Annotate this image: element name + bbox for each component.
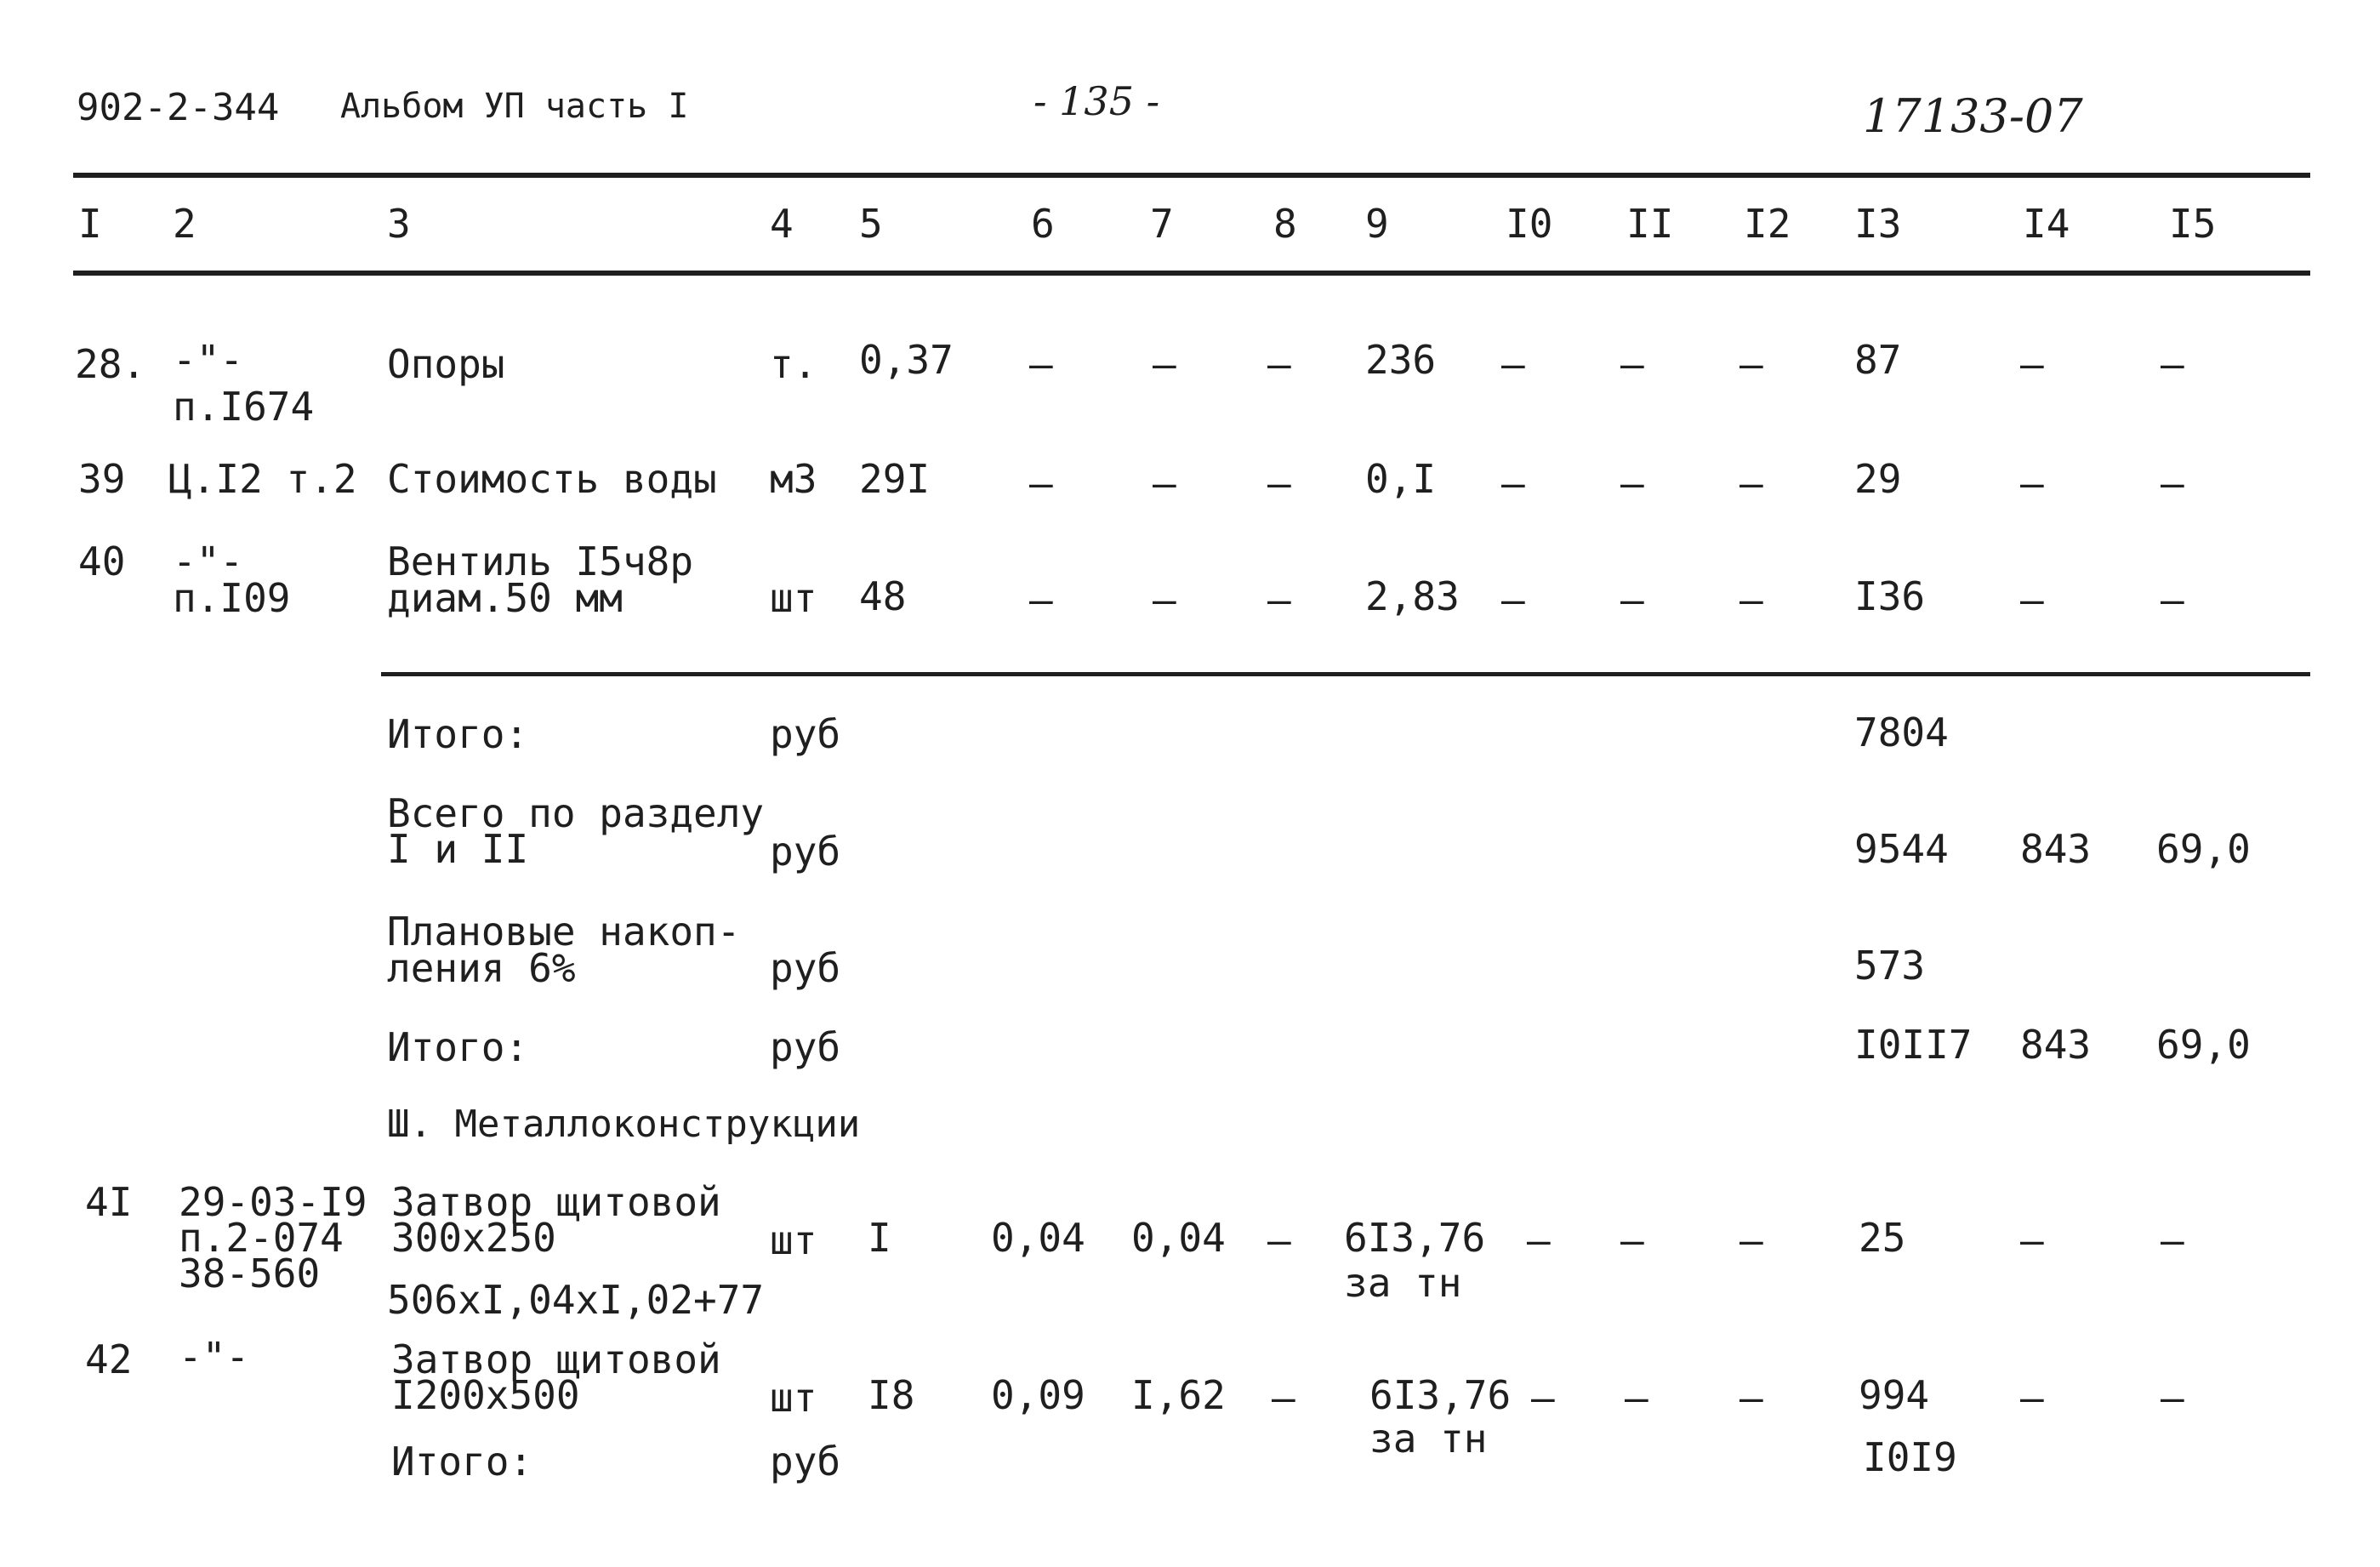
total-value: 7804 [1854,709,1949,755]
section-heading: Ш. Металлоконструкции [387,1103,861,1146]
cell-6: 0,04 [991,1215,1085,1261]
cell-6: – [1029,460,1053,506]
album-title: Альбом УП часть I [340,87,689,126]
cell-9: 0,I [1365,456,1437,502]
row-name: диам.50 мм [387,575,623,621]
row-ref: 29-03-I9 [179,1179,367,1225]
cell-10: – [1501,341,1525,387]
row-number: 4I [85,1179,133,1225]
cell-8: – [1267,577,1291,623]
row-ref: п.2-074 [179,1215,344,1261]
cell-10: – [1501,460,1525,506]
cell-7: – [1153,577,1176,623]
row-name: Вентиль I5ч8р [387,538,694,584]
section-total-unit: руб [770,829,841,875]
cell-15: – [2161,1217,2184,1263]
col-header-1: I [78,201,102,247]
col-header-10: I0 [1506,201,1553,247]
col-header-13: I3 [1854,201,1902,247]
cell-15: – [2161,577,2184,623]
cell-13: 994 [1859,1372,1930,1418]
row-number: 28. [75,341,146,387]
cell-11: – [1620,1217,1644,1263]
cell-7: – [1153,460,1176,506]
cell-13: 87 [1854,337,1902,383]
cell-11: – [1620,577,1644,623]
planned-value: 573 [1854,943,1926,989]
row-name: I200х500 [391,1372,580,1418]
cell-12: – [1739,577,1763,623]
row-unit: т. [770,341,817,387]
cell-11: – [1620,460,1644,506]
row-ref: -"- [173,538,244,584]
cell-9-note: за тн [1369,1416,1488,1462]
cell-14: – [2020,1375,2044,1421]
section-total-label: Всего по разделу [387,790,765,836]
total-label: Итого: [387,1024,529,1070]
planned-label: Плановые накоп- [387,909,741,954]
cell-11: – [1620,341,1644,387]
cell-12: – [1739,1375,1763,1421]
planned-unit: руб [770,945,841,991]
cell-12: – [1739,460,1763,506]
section-total-value: 9544 [1854,826,1949,872]
cell-13: 25 [1859,1215,1906,1261]
cell-12: – [1739,341,1763,387]
row-ref: 38-560 [179,1251,321,1296]
col-header-5: 5 [859,201,883,247]
row-ref: Ц.I2 т.2 [168,456,357,502]
cell-14: – [2020,341,2044,387]
cell-8: – [1272,1375,1295,1421]
total-label: Итого: [387,711,529,757]
cell-13: 29 [1854,456,1902,502]
total-15: 69,0 [2156,1022,2251,1068]
cell-8: – [1267,341,1291,387]
row-ref: -"- [179,1334,250,1380]
total-unit: руб [770,711,841,757]
total-unit: руб [770,1439,841,1484]
album-code: 902-2-344 [77,86,280,129]
cell-11: – [1625,1375,1648,1421]
cell-10: – [1531,1375,1555,1421]
row-number: 39 [78,456,126,502]
row-qty: 29I [859,456,931,502]
page-number: - 135 - [1033,78,1160,124]
cell-7: 0,04 [1131,1215,1226,1261]
row-number: 42 [85,1336,133,1382]
section-total-14: 843 [2020,826,2092,872]
col-header-9: 9 [1365,201,1389,247]
row-unit: шт [770,1217,817,1263]
cell-14: – [2020,460,2044,506]
row-qty: I [868,1215,891,1261]
row-name: Стоимость воды [387,456,717,502]
cell-15: – [2161,1375,2184,1421]
col-header-4: 4 [770,201,794,247]
cell-8: – [1267,460,1291,506]
col-header-14: I4 [2023,201,2070,247]
cell-8: – [1267,1217,1291,1263]
row-qty: I8 [868,1372,915,1418]
col-header-6: 6 [1031,201,1055,247]
cell-7: – [1153,341,1176,387]
row-ref: п.I674 [173,384,315,430]
cell-6: – [1029,577,1053,623]
row-unit: шт [770,575,817,621]
cell-6: – [1029,341,1053,387]
section-total-15: 69,0 [2156,826,2251,872]
row-number: 40 [78,538,126,584]
row-formula: 506хI,04хI,02+77 [387,1277,765,1323]
cell-9: 6I3,76 [1369,1372,1512,1418]
col-header-12: I2 [1744,201,1791,247]
cell-7: I,62 [1131,1372,1226,1418]
row-name: Опоры [387,341,505,387]
total-14: 843 [2020,1022,2092,1068]
row-ref: п.I09 [173,575,291,621]
total-unit: руб [770,1024,841,1070]
row-name: 300х250 [391,1215,556,1261]
document-number: 17133-07 [1863,89,2083,143]
cell-9-note: за тн [1344,1260,1462,1306]
total-value: I0II7 [1854,1022,1973,1068]
col-header-8: 8 [1273,201,1297,247]
cell-9: 236 [1365,337,1437,383]
col-header-15: I5 [2169,201,2217,247]
cell-12: – [1739,1217,1763,1263]
cell-10: – [1501,577,1525,623]
header-top-rule [73,173,2310,178]
row-unit: м3 [770,456,817,502]
cell-9: 6I3,76 [1344,1215,1486,1261]
cell-15: – [2161,460,2184,506]
cell-6: 0,09 [991,1372,1085,1418]
row-name: Затвор щитовой [391,1179,721,1225]
row-qty: 0,37 [859,337,954,383]
row-unit: шт [770,1375,817,1421]
row-name: Затвор щитовой [391,1336,721,1382]
col-header-2: 2 [173,201,196,247]
col-header-3: 3 [387,201,411,247]
cell-14: – [2020,1217,2044,1263]
col-header-7: 7 [1150,201,1174,247]
cell-15: – [2161,341,2184,387]
total-value: I0I9 [1863,1434,1957,1480]
col-header-11: II [1626,201,1674,247]
row-qty: 48 [859,573,907,619]
total-label: Итого: [391,1439,533,1484]
cell-9: 2,83 [1365,573,1460,619]
header-bottom-rule [73,271,2310,276]
cell-14: – [2020,577,2044,623]
cell-13: I36 [1854,573,1926,619]
cell-10: – [1527,1217,1551,1263]
planned-label: ления 6% [387,945,576,991]
section-total-label: I и II [387,826,529,872]
subtotal-rule [381,672,2310,676]
row-ref: -"- [173,337,244,383]
